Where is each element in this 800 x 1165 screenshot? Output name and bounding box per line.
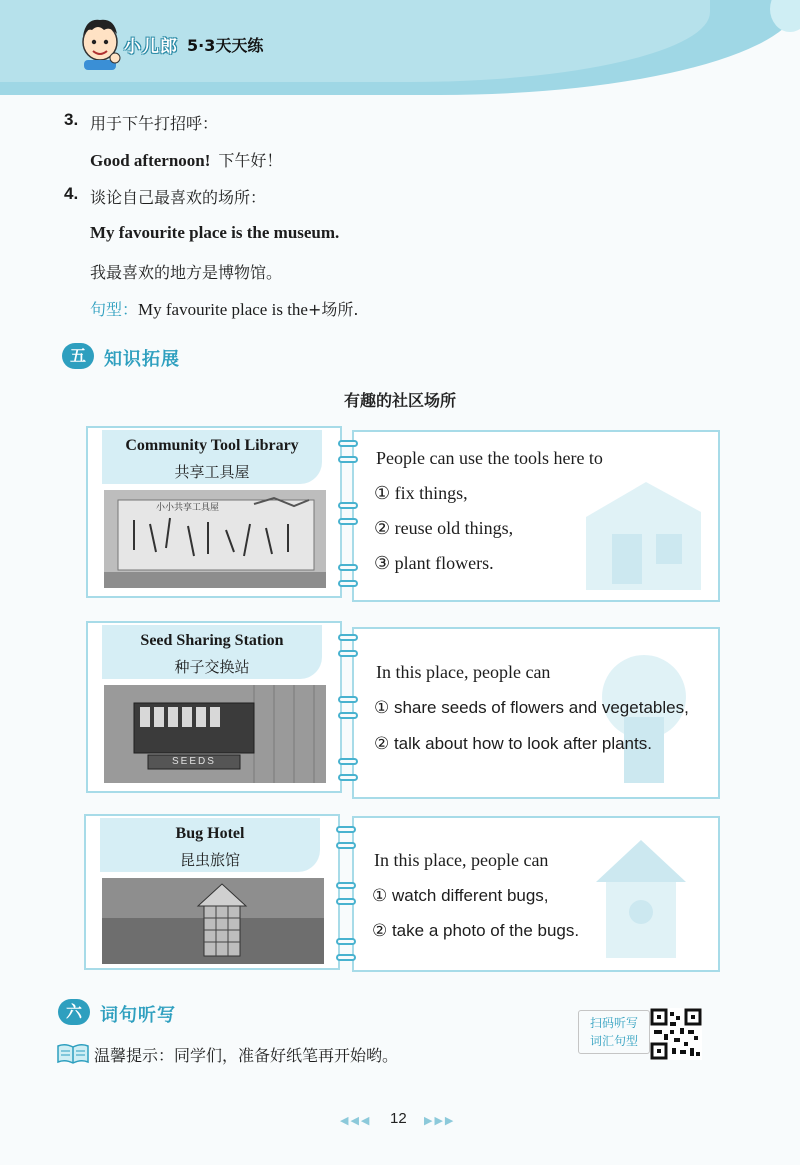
card-1-point-2: ② reuse old things,: [374, 518, 514, 538]
page-arrows-right: ▶▶▶: [424, 1114, 456, 1127]
binder-ring: [336, 938, 356, 945]
item-3-chinese: 下午好！: [218, 151, 283, 170]
card-2-left: [86, 621, 342, 793]
page-number: 12: [390, 1110, 407, 1127]
card-1-point-1: ① fix things,: [374, 483, 468, 503]
bug-hotel-illustration: [102, 878, 324, 964]
card-1-label: [102, 430, 322, 484]
brand-name: 小儿郎: [124, 37, 178, 57]
binder-ring: [338, 440, 358, 447]
item-3-number: 3.: [64, 110, 79, 129]
card-2-right: [352, 627, 720, 799]
card-3-left: [84, 814, 340, 970]
page-arrows-left: ◀◀◀: [340, 1114, 372, 1127]
card-1-right: [352, 430, 720, 602]
card-2-title-en: Seed Sharing Station: [140, 632, 284, 649]
card-1-intro: People can use the tools here to: [376, 448, 603, 468]
card-3-title-cn: 昆虫旅馆: [179, 851, 240, 869]
card-3-point-1: ① watch different bugs,: [372, 886, 549, 905]
pattern-label: 句型：: [90, 300, 139, 319]
tip-text: 温馨提示：同学们，准备好纸笔再开始哟。: [94, 1046, 399, 1065]
item-3-answer: [90, 148, 282, 171]
binder-ring: [338, 650, 358, 657]
sentence-pattern: [90, 297, 358, 320]
qr-label-line-1: 扫码听写: [589, 1016, 638, 1030]
card-2-intro: In this place, people can: [376, 662, 551, 682]
section-5-subtitle: 有趣的社区场所: [343, 391, 456, 410]
card-2-point-1: ① share seeds of flowers and vegetables,: [374, 698, 689, 717]
pattern-text: My favourite place is the: [138, 300, 308, 319]
item-4-prompt: 谈论自己最喜欢的场所：: [90, 188, 267, 207]
qr-label-line-2: 词汇句型: [589, 1034, 638, 1048]
card-3-label: [100, 818, 320, 872]
card-1-photo-caption: 小小共享工具屋: [156, 503, 220, 513]
open-book-icon: [56, 1042, 90, 1064]
binder-ring: [336, 882, 356, 889]
card-1-left: [86, 426, 342, 598]
item-4-number: 4.: [64, 184, 79, 203]
card-1-title-en: Community Tool Library: [125, 437, 299, 454]
binder-ring: [338, 456, 358, 463]
card-3-point-2: ② take a photo of the bugs.: [372, 921, 580, 940]
binder-ring: [336, 842, 356, 849]
section-6-title: 词句听写: [100, 1005, 176, 1026]
binder-ring: [336, 826, 356, 833]
item-4-chinese: 我最喜欢的地方是博物馆。: [90, 263, 283, 282]
item-3-prompt: 用于下午打招呼：: [90, 114, 219, 133]
qr-code-icon[interactable]: [650, 1008, 702, 1060]
section-6-badge: 六: [58, 999, 90, 1025]
card-1-title-cn: 共享工具屋: [174, 463, 250, 481]
card-2-photo-caption: SEEDS: [172, 756, 216, 767]
section-5-badge: 五: [62, 343, 94, 369]
mascot-boy-icon: [78, 12, 122, 70]
binder-ring: [338, 502, 358, 509]
tool-shed-icon: [576, 472, 706, 592]
card-2-title-cn: 种子交换站: [174, 658, 250, 676]
item-4-english: My favourite place is the museum.: [90, 223, 340, 242]
card-3-photo: [102, 878, 324, 964]
binder-ring: [338, 774, 358, 781]
section-5-title: 知识拓展: [104, 349, 180, 370]
item-3-english: Good afternoon!: [90, 151, 211, 170]
card-2-photo: [104, 685, 326, 783]
card-3-intro: In this place, people can: [374, 850, 549, 870]
binder-ring: [338, 564, 358, 571]
pattern-suffix: +场所.: [307, 300, 359, 319]
binder-ring: [336, 898, 356, 905]
card-1-photo: [104, 490, 326, 588]
binder-ring: [336, 954, 356, 961]
binder-ring: [338, 712, 358, 719]
bug-house-icon: [586, 832, 696, 962]
binder-ring: [338, 518, 358, 525]
binder-ring: [338, 580, 358, 587]
card-2-point-2: ② talk about how to look after plants.: [374, 734, 652, 753]
binder-ring: [338, 696, 358, 703]
binder-ring: [338, 758, 358, 765]
card-2-label: [102, 625, 322, 679]
binder-ring: [338, 634, 358, 641]
card-3-title-en: Bug Hotel: [175, 825, 245, 842]
brand-series: 5·3天天练: [187, 36, 264, 55]
card-3-right: [352, 816, 720, 972]
qr-label: [578, 1010, 650, 1054]
seed-box-illustration: [104, 685, 326, 783]
card-1-point-3: ③ plant flowers.: [374, 553, 494, 573]
